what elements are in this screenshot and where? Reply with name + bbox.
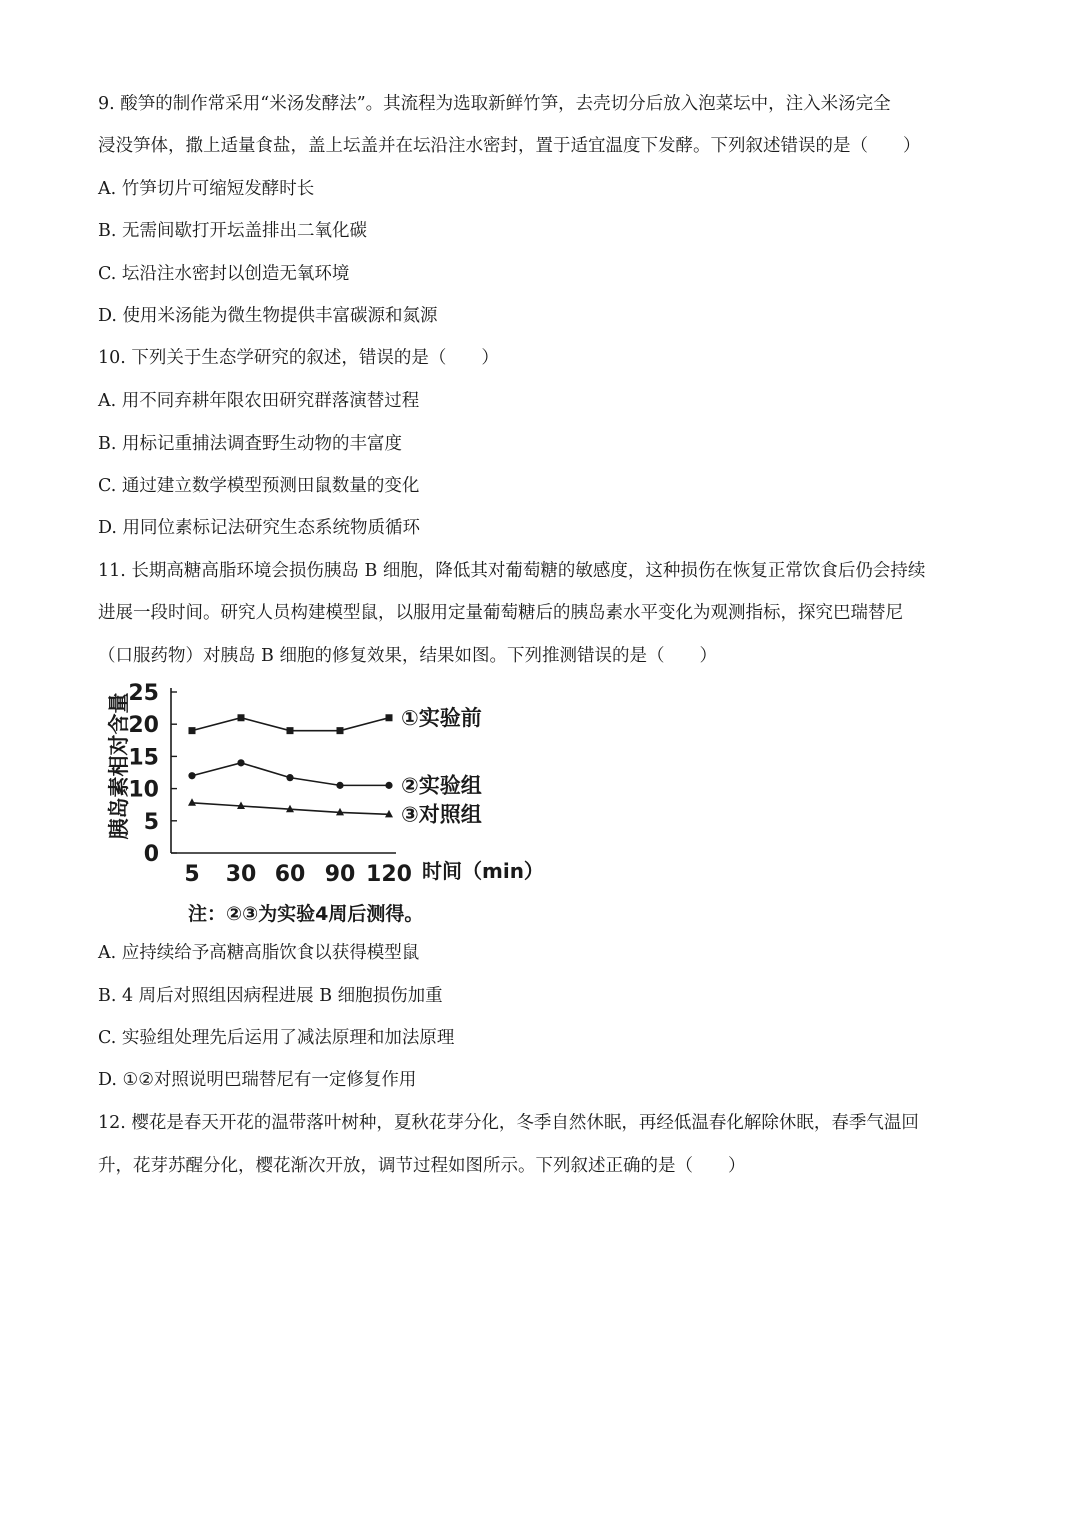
data-point-square	[238, 714, 245, 721]
q11-option-a: A. 应持续给予高糖高脂饮食以获得模型鼠	[98, 943, 420, 963]
q9-stem-line1: 9. 酸笋的制作常采用“米汤发酵法”。其流程为选取新鲜竹笋，去壳切分后放入泡菜坛中，注入米汤完全	[98, 94, 891, 114]
q10-option-b: B. 用标记重捕法调査野生动物的丰富度	[98, 434, 402, 454]
data-point-square	[189, 727, 196, 734]
y-tick-label: 5	[143, 809, 159, 835]
q9-option-a: A. 竹笋切片可缩短发酵时长	[98, 179, 315, 199]
x-axis-label: 时间（min）	[422, 859, 544, 883]
data-point-circle	[385, 782, 392, 789]
q10-option-d: D. 用同位素标记法研究生态系统物质循环	[98, 518, 421, 538]
y-tick-label: 15	[128, 745, 159, 771]
data-point-square	[337, 727, 344, 734]
data-point-square	[386, 714, 393, 721]
y-tick-label: 0	[143, 842, 159, 867]
q9-stem-line2: 浸没笋体，撒上适量食盐，盖上坛盖并在坛沿注水密封，置于适宜温度下发酵。下列叙述错误的是（ ）	[98, 136, 921, 156]
q10-option-a: A. 用不同弃耕年限农田研究群落演替过程	[98, 391, 420, 411]
y-tick-label: 20	[128, 713, 159, 739]
q11-option-c: C. 实验组处理先后运用了减法原理和加法原理	[98, 1028, 455, 1048]
q9-option-b: B. 无需间歇打开坛盖排出二氧化碳	[98, 221, 367, 241]
q11-stem-line1: 11. 长期高糖高脂环境会损伤胰岛 B 细胞，降低其对葡萄糖的敏感度，这种损伤在恢复正常饮食后仍会持续	[98, 561, 926, 581]
q10-option-c: C. 通过建立数学模型预测田鼠数量的变化	[98, 476, 420, 496]
q11-option-d: D. ①②对照说明巴瑞替尼有一定修复作用	[98, 1070, 417, 1090]
x-tick-label: 60	[274, 862, 306, 887]
y-tick-label: 25	[128, 681, 159, 706]
y-tick-label: 10	[128, 777, 159, 803]
data-point-square	[287, 727, 294, 734]
series-label-3: ③对照组	[401, 802, 482, 827]
q11-stem-line3: （口服药物）对胰岛 B 细胞的修复效果，结果如图。下列推测错误的是（ ）	[98, 646, 717, 666]
data-point-circle	[237, 759, 244, 766]
q12-stem-line2: 升，花芽苏醒分化，樱花渐次开放，调节过程如图所示。下列叙述正确的是（ ）	[98, 1156, 746, 1176]
y-axis-label: 胰岛素相对含量	[107, 692, 131, 840]
chart-note: 注：②③为实验4周后测得。	[188, 903, 424, 925]
q10-stem: 10. 下列关于生态学研究的叙述，错误的是（ ）	[98, 348, 499, 368]
x-tick-label: 120	[366, 862, 412, 887]
x-tick-label: 90	[324, 862, 356, 887]
q12-stem-line1: 12. 樱花是春天开花的温带落叶树种，夏秋花芽分化，冬季自然休眠，再经低温春化解除休眠，春季气温回	[98, 1113, 919, 1133]
insulin-line-chart	[96, 680, 556, 925]
data-point-circle	[336, 782, 343, 789]
series-label-1: ①实验前	[401, 705, 482, 730]
data-point-circle	[286, 774, 293, 781]
data-point-circle	[188, 772, 195, 779]
x-tick-label: 5	[184, 862, 200, 887]
x-tick-label: 30	[225, 862, 257, 887]
q9-option-c: C. 坛沿注水密封以创造无氧环境	[98, 264, 350, 284]
data-point-triangle	[188, 798, 196, 806]
q11-option-b: B. 4 周后对照组因病程进展 B 细胞损伤加重	[98, 986, 443, 1006]
q9-option-d: D. 使用米汤能为微生物提供丰富碳源和氮源	[98, 306, 438, 326]
series-label-2: ②实验组	[401, 773, 482, 798]
q11-stem-line2: 进展一段时间。研究人员构建模型鼠，以服用定量葡萄糖后的胰岛素水平变化为观测指标，探究巴瑞替尼	[98, 603, 903, 623]
